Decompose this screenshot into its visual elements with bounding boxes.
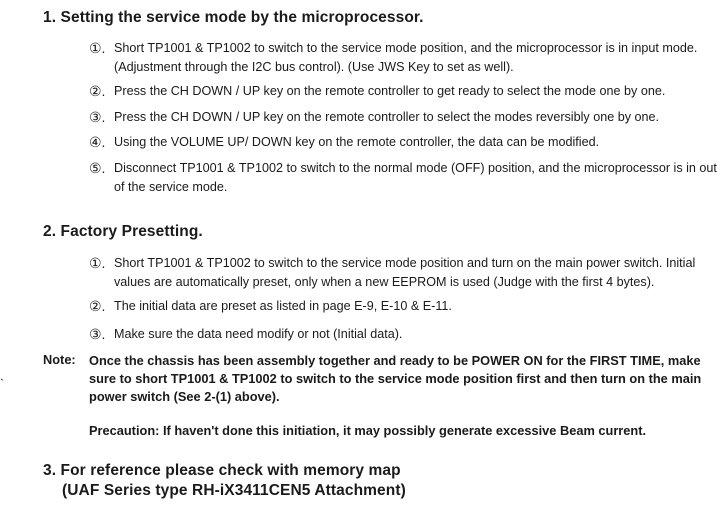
section-2-item-1 (89, 254, 725, 292)
section-1-heading: 1. Setting the service mode by the microprocessor. (43, 9, 424, 26)
precaution-text: Precaution: If haven't done this initiation, it may possibly generate excessive Beam current. (89, 423, 647, 438)
item-text: Press the CH DOWN / UP key on the remote controller to get ready to select the mode one by one. (114, 84, 666, 98)
item-number: ①. (89, 40, 106, 56)
stray-mark: ˎ (0, 366, 5, 381)
item-number: ②. (89, 83, 106, 99)
section-2-heading: 2. Factory Presetting. (43, 223, 203, 240)
item-text: Short TP1001 & TP1002 to switch to the service mode position and turn on the main power switch. Initial values are automatically preset, only when a new EEPROM is used (Judge with the first 4 bytes). (114, 256, 696, 289)
note-text: Once the chassis has been assembly together and ready to be POWER ON for the FIRST TIME, make sure to short TP1001 & TP1002 to switch to the service mode position first and then turn on the main power switch (See 2-(1) above). (89, 353, 702, 404)
section-1-item-1 (89, 39, 725, 77)
item-number: ④. (89, 134, 106, 150)
section-2-item-3 (89, 325, 725, 344)
item-text: Short TP1001 & TP1002 to switch to the service mode position, and the microprocessor is in input mode. (Adjustment through the I2C bus control). (Use JWS Key to set as well). (114, 41, 698, 74)
note-label: Note: (43, 352, 76, 367)
item-number: ②. (89, 298, 106, 314)
item-number: ①. (89, 255, 106, 271)
section-1-item-2 (89, 82, 725, 101)
item-text: Disconnect TP1001 & TP1002 to switch to the normal mode (OFF) position, and the microprocessor is in out of the service mode. (114, 161, 717, 194)
item-text: Using the VOLUME UP/ DOWN key on the remote controller, the data can be modified. (114, 135, 600, 149)
section-1-item-3 (89, 108, 725, 127)
item-text: Press the CH DOWN / UP key on the remote controller to select the modes reversibly one by one. (114, 110, 660, 124)
section-3-subheading: (UAF Series type RH-iX3411CEN5 Attachment) (62, 482, 406, 499)
item-text: The initial data are preset as listed in page E-9, E-10 & E-11. (114, 299, 452, 313)
item-number: ⑤. (89, 160, 106, 176)
section-3-heading: 3. For reference please check with memory map (43, 462, 401, 479)
section-1-item-5 (89, 159, 725, 197)
item-number: ③. (89, 109, 106, 125)
section-2-item-2 (89, 297, 725, 316)
section-1-item-4 (89, 133, 725, 152)
item-text: Make sure the data need modify or not (Initial data). (114, 327, 403, 341)
item-number: ③. (89, 326, 106, 342)
